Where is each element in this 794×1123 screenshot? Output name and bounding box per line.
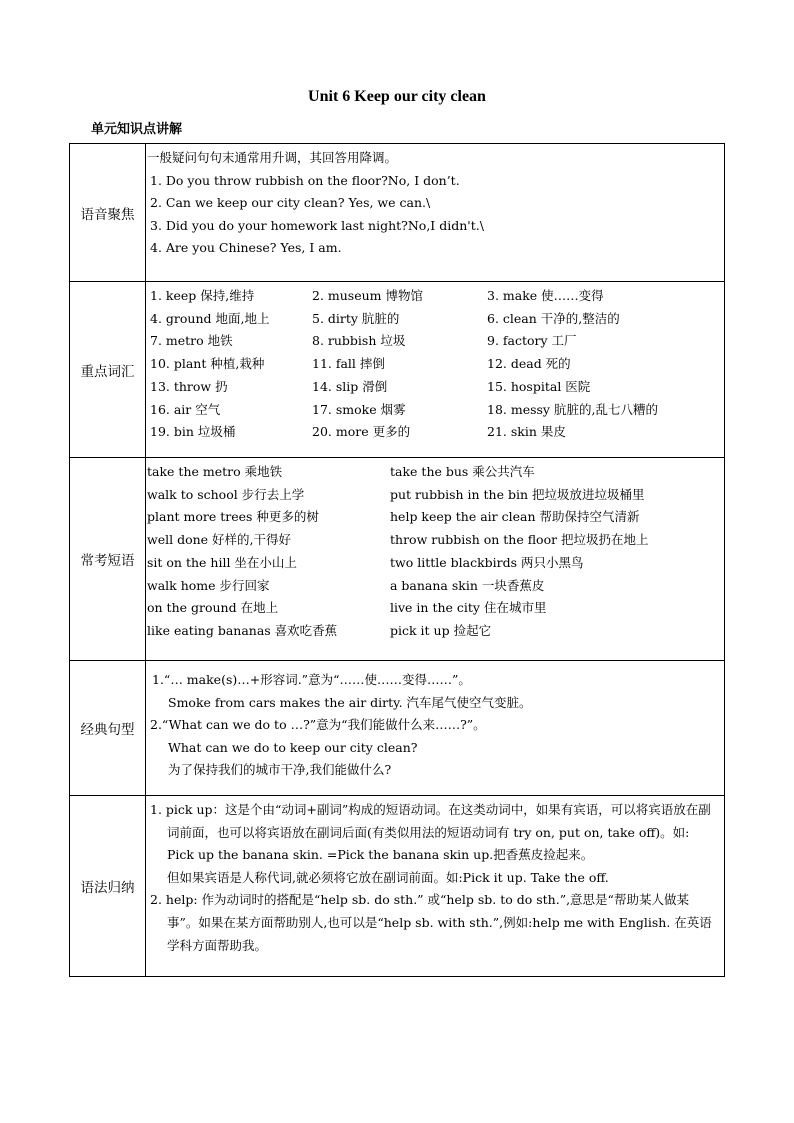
sentences-content xyxy=(146,661,725,796)
category-vocabulary: 重点词汇 xyxy=(70,282,146,458)
vocab-item: 7. metro 地铁 xyxy=(150,333,233,349)
pronunciation-example: 1. Do you throw rubbish on the floor?No, I don’t. xyxy=(150,172,460,188)
vocab-item: 21. skin 果皮 xyxy=(487,424,566,440)
sentence-pattern: 1.“… make(s)…+形容词.”意为“……使……变得……”。 xyxy=(152,672,471,687)
vocab-row xyxy=(150,376,720,399)
phrase-item: walk to school 步行去上学 xyxy=(147,486,305,502)
grammar-example: Pick up the banana skin. =Pick the banana skin up.把香蕉皮捡起来。 xyxy=(167,847,594,863)
vocab-item: 1. keep 保持,维持 xyxy=(150,288,255,303)
section-title: 单元知识点讲解 xyxy=(91,122,183,137)
vocab-row xyxy=(150,308,720,331)
vocab-row xyxy=(150,421,720,444)
vocab-item: 15. hospital 医院 xyxy=(487,378,591,394)
vocab-item: 8. rubbish 垃圾 xyxy=(312,333,406,349)
category-grammar: 语法归纳 xyxy=(70,796,146,977)
vocab-item: 9. factory 工厂 xyxy=(487,333,577,349)
phrase-item: plant more trees 种更多的树 xyxy=(147,509,319,525)
vocab-row xyxy=(150,285,720,308)
phrase-item: walk home 步行回家 xyxy=(147,577,270,593)
sentence-example: What can we do to keep our city clean? xyxy=(168,739,418,755)
sentence-example: Smoke from cars makes the air dirty. 汽车尾气使空气变脏。 xyxy=(168,694,532,710)
phrase-item: sit on the hill 坐在小山上 xyxy=(147,554,297,570)
vocab-item: 14. slip 滑倒 xyxy=(312,378,388,394)
sentence-translation: 为了保持我们的城市干净,我们能做什么? xyxy=(168,762,392,778)
phrase-item: live in the city 住在城市里 xyxy=(390,600,547,616)
vocab-item: 16. air 空气 xyxy=(150,401,221,417)
grammar-content xyxy=(146,796,725,977)
pronunciation-content xyxy=(146,144,725,282)
vocab-item: 13. throw 扔 xyxy=(150,378,228,394)
category-sentences: 经典句型 xyxy=(70,661,146,796)
vocab-item: 6. clean 干净的,整洁的 xyxy=(487,310,620,326)
vocabulary-content xyxy=(146,282,725,458)
grammar-point: 2. help: 作为动词时的搭配是“help sb. do sth.” 或“help sb. to do sth.”,意思是“帮助某人做某事”。如果在某方面帮助别人,也可以是“help sb. with sth.”,例如:help me with English. 在英语学科方面帮助我。 xyxy=(150,892,712,953)
knowledge-table xyxy=(69,143,725,977)
phrase-item: on the ground 在地上 xyxy=(147,600,279,616)
pronunciation-example: 4. Are you Chinese? Yes, I am. xyxy=(150,240,342,256)
table-row-sentences xyxy=(70,661,725,796)
phrase-item: pick it up 捡起它 xyxy=(390,622,492,638)
vocab-item: 17. smoke 烟雾 xyxy=(312,401,406,417)
pronunciation-example: 3. Did you do your homework last night?No,I didn't.\ xyxy=(150,217,484,233)
phrases-content xyxy=(146,458,725,661)
table-row-grammar xyxy=(70,796,725,977)
vocab-item: 10. plant 种植,栽种 xyxy=(150,356,265,372)
phrase-item: put rubbish in the bin 把垃圾放进垃圾桶里 xyxy=(390,486,645,502)
vocab-row xyxy=(150,353,720,376)
table-row-pronunciation xyxy=(70,144,725,282)
vocab-item: 12. dead 死的 xyxy=(487,356,571,372)
table-row-phrases xyxy=(70,458,725,661)
phrase-item: a banana skin 一块香蕉皮 xyxy=(390,577,545,593)
grammar-point: 1. pick up：这是个由“动词+副词”构成的短语动词。在这类动词中，如果有宾语，可以将宾语放在副词前面，也可以将宾语放在副词后面(有类似用法的短语动词有 try on, put on, take off)。如: xyxy=(150,802,711,840)
phrase-row xyxy=(147,506,720,529)
vocab-item: 5. dirty 肮脏的 xyxy=(312,310,400,326)
category-pronunciation: 语音聚焦 xyxy=(70,144,146,282)
category-phrases: 常考短语 xyxy=(70,458,146,661)
phrase-row xyxy=(147,529,720,552)
phrase-item: well done 好样的,干得好 xyxy=(147,532,291,548)
phrase-item: take the metro 乘地铁 xyxy=(147,464,283,479)
phrase-row xyxy=(147,575,720,598)
phrase-row xyxy=(147,620,720,643)
phrase-item: take the bus 乘公共汽车 xyxy=(390,464,535,479)
phrase-item: throw rubbish on the floor 把垃圾扔在地上 xyxy=(390,532,649,548)
phrase-item: help keep the air clean 帮助保持空气清新 xyxy=(390,509,640,525)
vocab-item: 20. more 更多的 xyxy=(312,424,411,440)
vocab-item: 4. ground 地面,地上 xyxy=(150,310,270,326)
pronunciation-example: 2. Can we keep our city clean? Yes, we can.\ xyxy=(150,195,431,211)
phrase-row xyxy=(147,597,720,620)
sentence-pattern: 2.“What can we do to …?”意为“我们能做什么来……?”。 xyxy=(150,717,486,733)
phrase-item: like eating bananas 喜欢吃香蕉 xyxy=(147,622,338,638)
grammar-note: 但如果宾语是人称代词,就必须将它放在副词前面。如:Pick it up. Take the off. xyxy=(167,869,609,885)
vocab-row xyxy=(150,330,720,353)
phrase-row xyxy=(147,461,720,484)
phrase-row xyxy=(147,484,720,507)
document-title: Unit 6 Keep our city clean xyxy=(308,88,486,105)
phrase-item: two little blackbirds 两只小黑鸟 xyxy=(390,554,584,570)
phrase-row xyxy=(147,552,720,575)
vocab-row xyxy=(150,399,720,422)
vocab-item: 19. bin 垃圾桶 xyxy=(150,424,236,440)
vocab-item: 2. museum 博物馆 xyxy=(312,288,423,303)
table-row-vocabulary xyxy=(70,282,725,458)
vocab-item: 18. messy 肮脏的,乱七八糟的 xyxy=(487,401,658,417)
vocab-item: 11. fall 摔倒 xyxy=(312,356,385,372)
vocab-item: 3. make 使……变得 xyxy=(487,288,604,303)
pronunciation-rule: 一般疑问句句末通常用升调，其回答用降调。 xyxy=(147,150,398,165)
